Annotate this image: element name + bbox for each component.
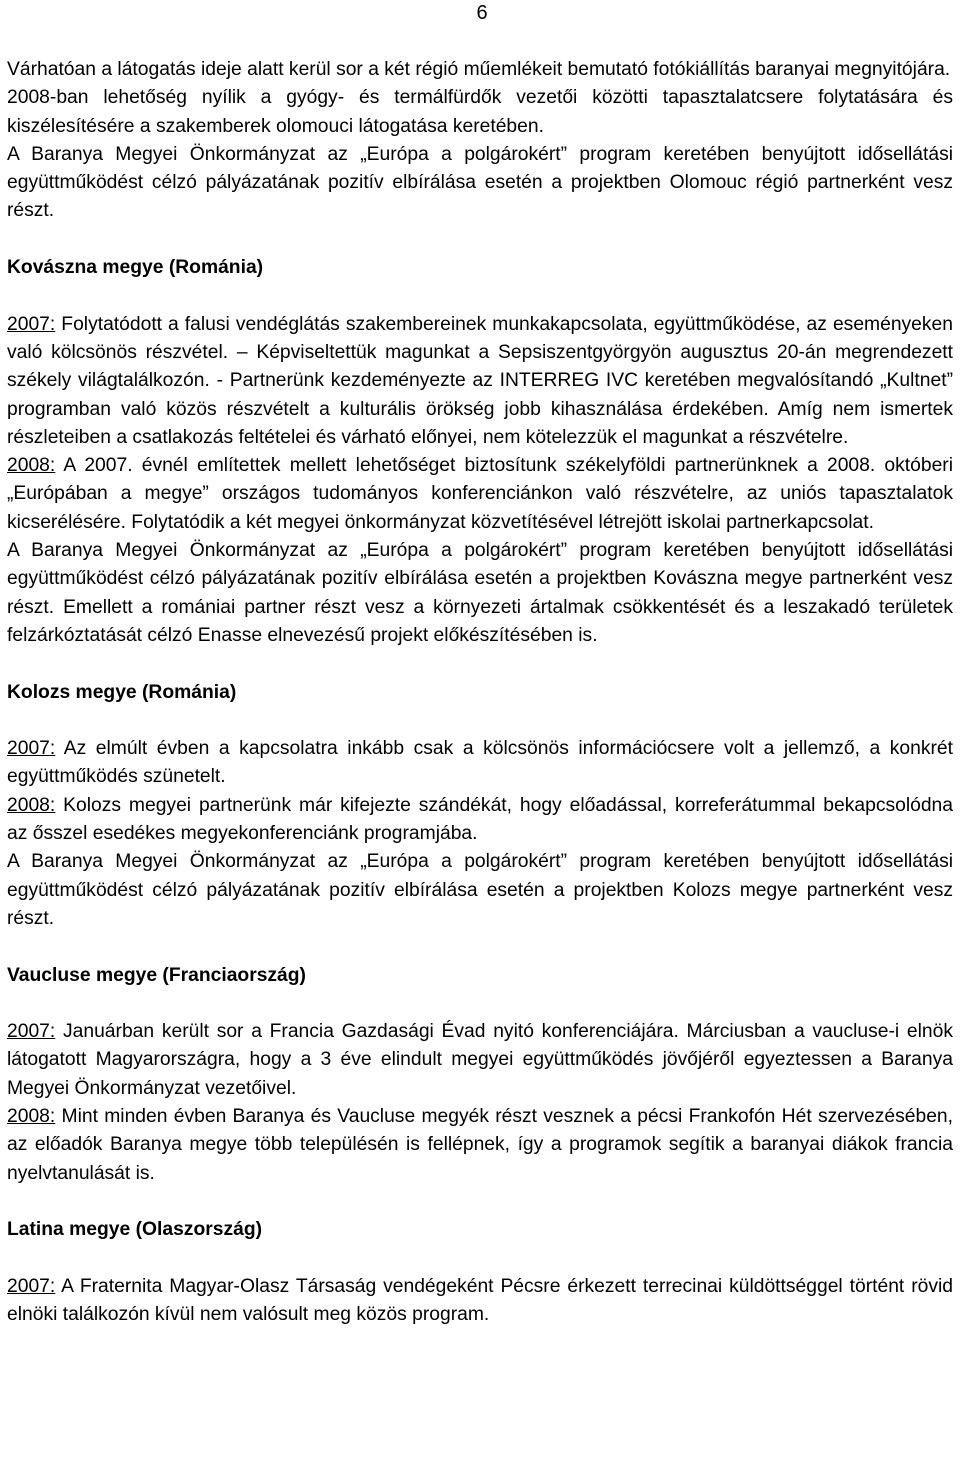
section-kolozs [7,679,953,934]
section-vaucluse [7,962,953,1188]
section-kovaszna [7,254,953,650]
year-label: 2008: [7,455,56,477]
section-olomouc [7,56,953,226]
paragraph: A Baranya Megyei Önkormányzat az „Európa a polgárokért” program keretében benyújtott idősellátási együttműködést célzó pályázatának pozitív elbírálása esetén a projektben Kolozs megye partnerként vesz részt. [7,851,953,929]
year-label: 2007: [7,1275,56,1297]
paragraph-text: Az elmúlt évben a kapcsolatra inkább csak a kölcsönös információcsere volt a jellemző, a konkrét együttműködés szünetelt. [7,738,953,788]
year-label: 2007: [7,1021,56,1043]
paragraph: A Baranya Megyei Önkormányzat az „Európa a polgárokért” program keretében benyújtott idősellátási együttműködést célzó pályázatának pozitív elbírálása esetén a projektben Olomouc régió partnerként vesz részt. [7,143,953,222]
paragraph-text: Folytatódott a falusi vendéglátás szakembereinek munkakapcsolata, együttműködése, az eseményeken való kölcsönös részvétel. – Képviseltettük magunkat a Sepsiszentgyörgyön augusztus 20-án megrendezett székely világtalálkozón. - Partnerünk kezdeményezte az INTERREG IVC keretében megvalósítandó „Kultnet” programban való közös részvételt a kulturális örökség jobb kihasználása érdekében. Amíg nem ismertek részleteiben a csatlakozás feltételei és várható előnyei, nem kötelezzük el magunkat a részvételre. [7,313,953,448]
paragraph: 2008-ban lehetőség nyílik a gyógy- és termálfürdők vezetői közötti tapasztalatcsere folytatására és kiszélesítésére a szakemberek olomouci látogatása keretében. [7,87,953,137]
paragraph [7,1018,953,1103]
year-label: 2008: [7,1105,56,1127]
paragraph-text: Mint minden évben Baranya és Vaucluse megyék részt vesznek a pécsi Frankofón Hét szervezésében, az előadók Baranya megye több településén is fellépnek, így a programok segítik a baranyai diákok francia nyelvtanulását is. [7,1105,953,1184]
paragraph [7,311,953,452]
section-heading: Kolozs megye (Románia) [7,681,237,703]
paragraph: Várhatóan a látogatás ideje alatt kerül sor a két régió műemlékeit bemutató fotókiállítás baranyai megnyitójára. [7,59,951,80]
section-heading: Latina megye (Olaszország) [7,1219,263,1241]
paragraph [7,792,953,849]
section-latina [7,1216,953,1329]
section-heading: Kovászna megye (Románia) [7,257,264,279]
paragraph [7,1103,953,1188]
paragraph-text: A 2007. évnél említettek mellett lehetőséget biztosítunk székelyföldi partnerünknek a 2008. októberi „Európában a megye” országos tudományos konferenciánkon való részvételre, az uniós tapasztalatok kicserélésére. Folytatódik a két megyei önkormányzat közvetítésével létrejött iskolai partnerkapcsolat. [7,455,953,533]
paragraph-text: Kolozs megyei partnerünk már kifejezte szándékát, hogy előadással, korreferátummal bekapcsolódna az ősszel esedékes megyekonferenciánk programjába. [7,794,953,845]
year-label: 2008: [7,794,56,816]
paragraph: A Baranya Megyei Önkormányzat az „Európa a polgárokért” program keretében benyújtott idősellátási együttműködést célzó pályázatának pozitív elbírálása esetén a projektben Kovászna megye partnerként vesz részt. Emellett a romániai partner részt vesz a környezeti ártalmak csökkentését és a leszakadó területek felzárkóztatását célzó Enasse elnevezésű projekt előkészítésében is. [7,540,953,646]
paragraph-text: Januárban került sor a Francia Gazdasági Évad nyitó konferenciájára. Márciusban a vaucluse-i elnök látogatott Magyarországra, hogy a 3 éve elindult megyei együttműködés jövőjéről egyeztessen a Baranya Megyei Önkormányzat vezetőivel. [7,1021,953,1099]
paragraph [7,735,953,792]
section-heading: Vaucluse megye (Franciaország) [7,964,306,986]
document-body [7,56,953,1329]
year-label: 2007: [7,313,56,335]
paragraph-text: A Fraternita Magyar-Olasz Társaság vendégeként Pécsre érkezett terrecinai küldöttséggel történt rövid elnöki találkozón kívül nem valósult meg közös program. [7,1275,953,1326]
page-number: 6 [476,2,488,24]
paragraph [7,1273,953,1330]
year-label: 2007: [7,738,56,760]
paragraph [7,452,953,537]
